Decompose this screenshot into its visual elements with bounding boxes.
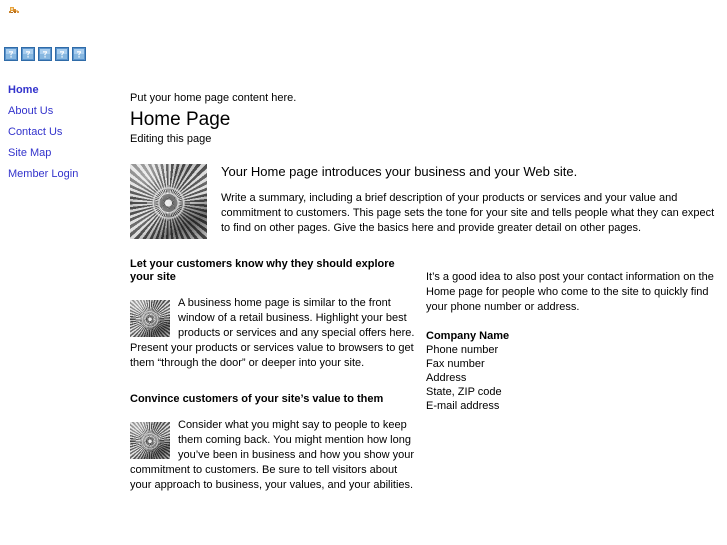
section-body-convince: Consider what you might say to people to keep them coming back. You might mention how long you’ve been in business and how you show your commitment to customers. Be sure to tell visitors about your approach to business, your values, and your abilities. <box>130 419 415 491</box>
sidebar-item-about-us[interactable]: About Us <box>8 105 54 117</box>
contact-company-name: Company Name <box>426 330 510 342</box>
page-subtitle: Editing this page <box>130 133 212 145</box>
broken-image-icon[interactable] <box>38 47 52 61</box>
contact-address: Address <box>426 372 467 384</box>
main-content <box>130 92 715 246</box>
broken-image-icon[interactable] <box>4 47 18 61</box>
contact-intro-text: It’s a good idea to also post your contact information on the Home page for people who come to the site to quickly find your phone number or address. <box>426 271 714 313</box>
page-title: Home Page <box>130 109 231 130</box>
site-logo <box>8 6 118 26</box>
broken-image-icon <box>8 6 24 19</box>
section-heading-explore: Let your customers know why they should explore your site <box>130 258 395 283</box>
section-heading-convince: Convince customers of your site’s value to them <box>130 393 384 405</box>
left-column <box>130 258 415 503</box>
broken-image-icon[interactable] <box>55 47 69 61</box>
sidebar-nav <box>8 84 120 189</box>
sidebar-item-site-map[interactable]: Site Map <box>8 147 52 159</box>
section-gears-image-2 <box>130 422 170 459</box>
section-spacer <box>130 381 415 393</box>
contact-state-zip: State, ZIP code <box>426 386 502 398</box>
broken-image-icon[interactable] <box>72 47 86 61</box>
broken-image-icon[interactable] <box>21 47 35 61</box>
section-body-explore: A business home page is similar to the front window of a retail business. Highlight your best products or services and any special offers here. Present your products or services value to browsers to get them “through the door” or deeper into your site. <box>130 297 415 369</box>
sidebar-item-member-login[interactable]: Member Login <box>8 168 79 180</box>
banner-image-row <box>4 47 86 61</box>
contact-info-block <box>426 329 715 413</box>
sidebar-item-home[interactable]: Home <box>8 84 39 96</box>
contact-phone: Phone number <box>426 344 499 356</box>
sidebar-item-contact-us[interactable]: Contact Us <box>8 126 63 138</box>
contact-email: E-mail address <box>426 400 500 412</box>
contact-fax: Fax number <box>426 358 485 370</box>
hero-lead-text: Your Home page introduces your business and your Web site. <box>221 164 578 179</box>
content-kicker: Put your home page content here. <box>130 92 297 104</box>
section-gears-image-1 <box>130 300 170 337</box>
right-column <box>426 270 715 413</box>
hero-gears-image <box>130 164 207 239</box>
hero-intro-paragraph: Write a summary, including a brief description of your products or services and your value and commitment to customers. This page sets the tone for your site and tells people what they can expect to find on other pages. Give the basics here and provide greater detail on other pages. <box>221 192 715 234</box>
